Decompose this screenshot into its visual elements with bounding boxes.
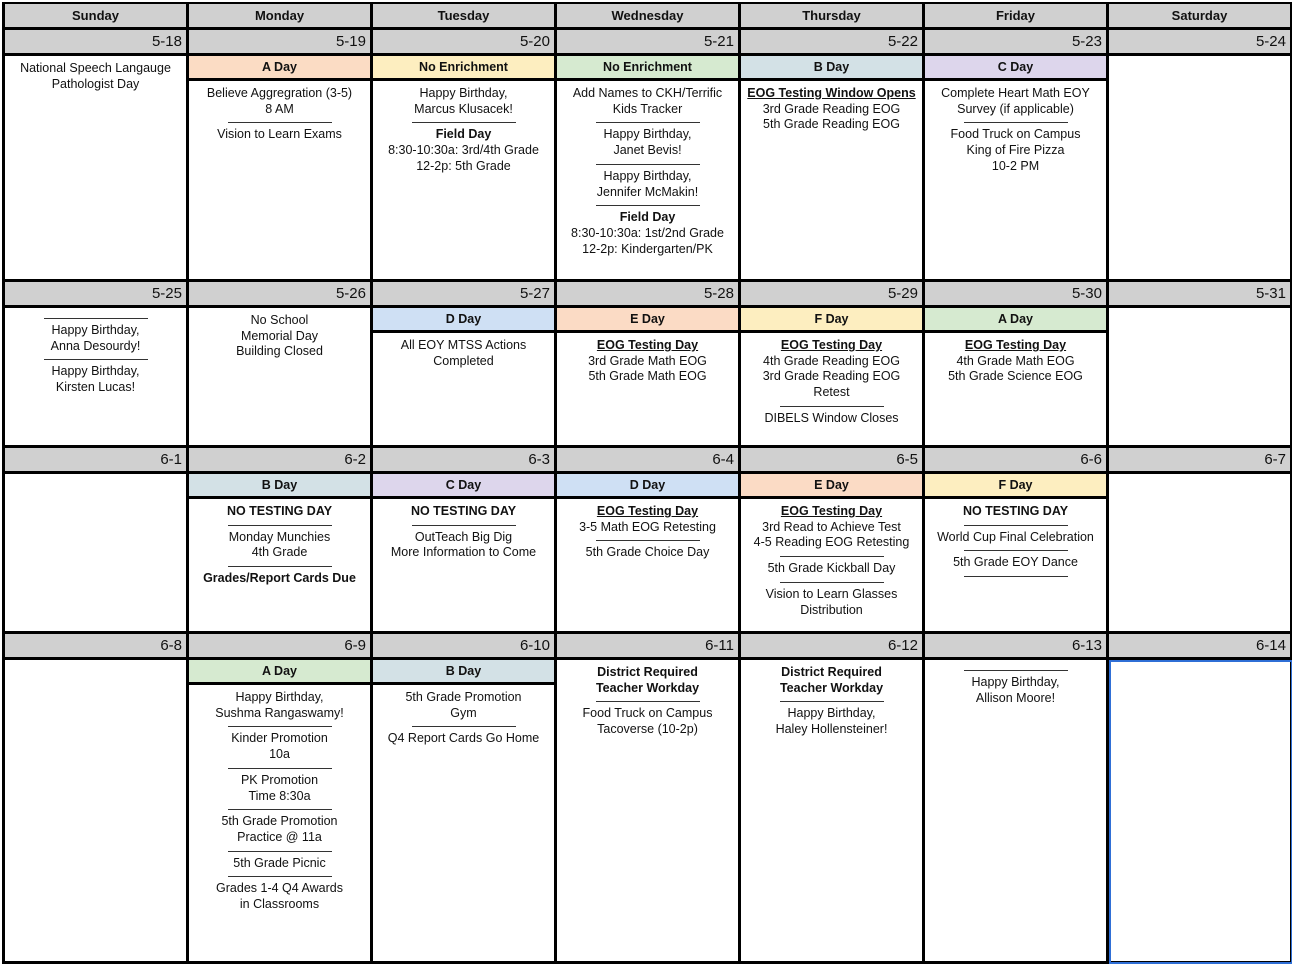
date-header[interactable]: 6-12 — [741, 634, 925, 660]
event-list — [557, 503, 738, 562]
event-text: Vision to Learn Glasses Distribution — [765, 586, 898, 617]
date-header[interactable]: 5-24 — [1109, 30, 1292, 56]
day-cell[interactable] — [189, 660, 373, 964]
event-text: OutTeach Big Dig More Information to Come — [390, 529, 537, 560]
event-list — [5, 312, 186, 397]
day-cell[interactable] — [925, 474, 1109, 634]
event-text: 8:30-10:30a: 1st/2nd Grade 12-2p: Kindergarten/PK — [571, 225, 724, 256]
event-text: No School Memorial Day Building Closed — [236, 313, 323, 359]
day-cell[interactable] — [1109, 308, 1292, 448]
event-text: 3rd Read to Achieve Test 4-5 Reading EOG Retesting — [753, 519, 910, 550]
day-type-label: C Day — [373, 474, 554, 499]
separator-line — [44, 359, 148, 360]
event-text: Happy Birthday, Sushma Rangaswamy! — [215, 690, 344, 720]
event-text: Complete Heart Math EOY Survey (if applicable) — [941, 86, 1090, 116]
event-text: EOG Testing Day — [964, 338, 1067, 352]
event-list — [925, 664, 1106, 707]
separator-line — [780, 582, 884, 583]
event-list — [5, 664, 186, 666]
event-text: 8:30-10:30a: 3rd/4th Grade 12-2p: 5th Grade — [388, 143, 539, 173]
event-list — [925, 503, 1106, 582]
event-list — [741, 337, 922, 428]
event-text: 3rd Grade Reading EOG 5th Grade Reading EOG — [762, 101, 901, 132]
event-list — [373, 503, 554, 562]
day-cell[interactable] — [5, 660, 189, 964]
date-header[interactable]: 5-29 — [741, 282, 925, 308]
event-text: 4th Grade Math EOG 5th Grade Science EOG — [948, 353, 1083, 384]
event-list — [1109, 478, 1290, 480]
day-cell[interactable] — [373, 660, 557, 964]
date-header[interactable]: 5-30 — [925, 282, 1109, 308]
day-cell[interactable] — [5, 474, 189, 634]
day-type-label: D Day — [373, 308, 554, 333]
date-header[interactable]: 5-23 — [925, 30, 1109, 56]
separator-line — [228, 876, 332, 877]
event-list — [1109, 60, 1290, 62]
event-list — [189, 503, 370, 588]
date-header[interactable]: 5-19 — [189, 30, 373, 56]
event-text: NO TESTING DAY — [962, 504, 1069, 518]
date-header[interactable]: 5-27 — [373, 282, 557, 308]
separator-line — [228, 566, 332, 567]
day-type-label: A Day — [925, 308, 1106, 333]
event-text: 3rd Grade Math EOG 5th Grade Math EOG — [588, 353, 707, 384]
event-text: Grades/Report Cards Due — [203, 571, 356, 586]
date-header[interactable]: 5-18 — [5, 30, 189, 56]
day-type-label: A Day — [189, 56, 370, 81]
separator-line — [228, 122, 332, 123]
day-cell[interactable] — [373, 56, 557, 282]
date-header[interactable]: 5-22 — [741, 30, 925, 56]
separator-line — [228, 726, 332, 727]
day-cell[interactable] — [557, 474, 741, 634]
day-of-week-header: Thursday — [741, 4, 925, 30]
event-list — [373, 85, 554, 176]
date-header[interactable]: 6-5 — [741, 448, 925, 474]
event-list — [925, 337, 1106, 386]
day-cell[interactable] — [741, 308, 925, 448]
event-text: Q4 Report Cards Go Home — [387, 731, 540, 746]
day-of-week-header: Friday — [925, 4, 1109, 30]
event-text: EOG Testing Window Opens — [747, 86, 916, 100]
day-type-label: F Day — [925, 474, 1106, 499]
day-cell[interactable] — [5, 56, 189, 282]
date-header[interactable]: 5-31 — [1109, 282, 1292, 308]
day-of-week-header: Tuesday — [373, 4, 557, 30]
event-text: Grades 1-4 Q4 Awards in Classrooms — [216, 881, 343, 912]
separator-line — [964, 670, 1068, 671]
day-cell[interactable] — [5, 308, 189, 448]
event-text: Food Truck on Campus Tacoverse (10-2p) — [582, 706, 713, 737]
date-header[interactable]: 5-28 — [557, 282, 741, 308]
calendar-grid — [2, 2, 1292, 964]
separator-line — [596, 701, 700, 702]
date-header[interactable]: 6-14 — [1109, 634, 1292, 660]
event-text: All EOY MTSS Actions Completed — [400, 338, 527, 368]
day-of-week-header: Monday — [189, 4, 373, 30]
event-list — [1109, 664, 1290, 666]
separator-line — [780, 556, 884, 557]
separator-line — [44, 318, 148, 319]
date-header[interactable]: 6-6 — [925, 448, 1109, 474]
day-cell[interactable] — [557, 308, 741, 448]
event-list — [5, 60, 186, 93]
day-cell[interactable] — [1109, 56, 1292, 282]
event-list — [925, 85, 1106, 176]
day-cell[interactable] — [189, 308, 373, 448]
date-header[interactable]: 6-11 — [557, 634, 741, 660]
event-text: World Cup Final Celebration — [937, 529, 1094, 544]
event-text: National Speech Langauge Pathologist Day — [20, 61, 171, 91]
event-list — [373, 689, 554, 748]
event-text: District Required Teacher Workday — [779, 665, 884, 695]
date-header[interactable]: 6-8 — [5, 634, 189, 660]
event-list — [557, 337, 738, 386]
separator-line — [412, 122, 516, 123]
day-cell[interactable] — [925, 56, 1109, 282]
separator-line — [412, 726, 516, 727]
event-text: Happy Birthday, Marcus Klusacek! — [414, 86, 513, 116]
event-text: Kinder Promotion 10a — [231, 731, 328, 762]
event-list — [1109, 312, 1290, 314]
separator-line — [780, 701, 884, 702]
event-list — [5, 478, 186, 480]
date-header[interactable]: 6-3 — [373, 448, 557, 474]
event-text: EOG Testing Day — [780, 504, 883, 518]
day-cell[interactable] — [189, 56, 373, 282]
event-list — [741, 664, 922, 739]
event-list — [189, 312, 370, 361]
event-text: 5th Grade Kickball Day — [767, 561, 896, 576]
day-cell[interactable] — [189, 474, 373, 634]
event-text: Field Day — [435, 127, 492, 142]
event-text: Happy Birthday, Janet Bevis! — [603, 127, 692, 158]
day-cell[interactable] — [373, 308, 557, 448]
event-text: NO TESTING DAY — [410, 504, 517, 518]
event-text: Vision to Learn Exams — [217, 127, 342, 142]
separator-line — [412, 525, 516, 526]
day-type-label: B Day — [741, 56, 922, 81]
day-cell[interactable] — [925, 660, 1109, 964]
date-header[interactable]: 5-25 — [5, 282, 189, 308]
event-text: EOG Testing Day — [780, 338, 883, 352]
event-text: 5th Grade Picnic — [233, 855, 326, 870]
day-type-label: E Day — [741, 474, 922, 499]
separator-line — [228, 768, 332, 769]
event-text: 5th Grade Promotion Gym — [405, 690, 522, 720]
separator-line — [964, 525, 1068, 526]
event-list — [189, 85, 370, 144]
event-text: 5th Grade Promotion Practice @ 11a — [221, 814, 338, 844]
event-text: Happy Birthday, Jennifer McMakin! — [596, 168, 699, 199]
separator-line — [964, 550, 1068, 551]
event-text: EOG Testing Day — [596, 504, 699, 518]
day-cell[interactable] — [1109, 660, 1292, 964]
separator-line — [228, 525, 332, 526]
day-type-label: A Day — [189, 660, 370, 685]
day-cell[interactable] — [557, 56, 741, 282]
day-type-label: C Day — [925, 56, 1106, 81]
event-text: 5th Grade Choice Day — [585, 545, 710, 560]
date-header[interactable]: 6-7 — [1109, 448, 1292, 474]
day-cell[interactable] — [373, 474, 557, 634]
separator-line — [596, 122, 700, 123]
date-header[interactable]: 6-10 — [373, 634, 557, 660]
day-type-label: No Enrichment — [373, 56, 554, 81]
event-text: 4th Grade Reading EOG 3rd Grade Reading EOG Retest — [762, 353, 901, 400]
event-text: Happy Birthday, Anna Desourdy! — [50, 323, 141, 353]
event-text: Field Day — [619, 210, 676, 225]
date-header[interactable]: 6-4 — [557, 448, 741, 474]
day-of-week-header: Saturday — [1109, 4, 1292, 30]
separator-line — [964, 122, 1068, 123]
day-type-label: B Day — [373, 660, 554, 685]
separator-line — [780, 406, 884, 407]
event-text: PK Promotion Time 8:30a — [240, 772, 319, 803]
event-text: Food Truck on Campus King of Fire Pizza 10-2 PM — [950, 127, 1081, 173]
separator-line — [596, 164, 700, 165]
event-text: NO TESTING DAY — [226, 504, 333, 518]
date-header[interactable]: 6-1 — [5, 448, 189, 474]
day-type-label: B Day — [189, 474, 370, 499]
day-of-week-header: Sunday — [5, 4, 189, 30]
day-type-label: No Enrichment — [557, 56, 738, 81]
event-list — [557, 85, 738, 258]
day-cell[interactable] — [741, 660, 925, 964]
event-text: Happy Birthday, Kirsten Lucas! — [51, 364, 140, 395]
day-type-label: E Day — [557, 308, 738, 333]
day-cell[interactable] — [741, 56, 925, 282]
date-header[interactable]: 6-9 — [189, 634, 373, 660]
event-list — [189, 689, 370, 914]
separator-line — [596, 205, 700, 206]
date-header[interactable]: 5-21 — [557, 30, 741, 56]
event-text: Believe Aggregration (3-5) 8 AM — [206, 86, 353, 116]
date-header[interactable]: 5-26 — [189, 282, 373, 308]
event-list — [373, 337, 554, 370]
day-type-label: D Day — [557, 474, 738, 499]
event-text: District Required Teacher Workday — [595, 665, 700, 695]
day-type-label: F Day — [741, 308, 922, 333]
day-cell[interactable] — [925, 308, 1109, 448]
event-list — [741, 503, 922, 619]
event-text: EOG Testing Day — [596, 338, 699, 352]
date-header[interactable]: 6-2 — [189, 448, 373, 474]
event-text: 3-5 Math EOG Retesting — [579, 519, 716, 534]
separator-line — [964, 576, 1068, 577]
event-text: DIBELS Window Closes — [764, 410, 899, 425]
event-text: Monday Munchies 4th Grade — [228, 529, 331, 560]
separator-line — [228, 809, 332, 810]
separator-line — [228, 851, 332, 852]
event-text: 5th Grade EOY Dance — [953, 555, 1078, 570]
date-header[interactable]: 6-13 — [925, 634, 1109, 660]
day-cell[interactable] — [1109, 474, 1292, 634]
date-header[interactable]: 5-20 — [373, 30, 557, 56]
separator-line — [596, 540, 700, 541]
day-cell[interactable] — [557, 660, 741, 964]
event-text: Happy Birthday, Allison Moore! — [971, 675, 1060, 705]
event-text: Add Names to CKH/Terrific Kids Tracker — [572, 86, 723, 116]
event-text: Happy Birthday, Haley Hollensteiner! — [775, 706, 888, 737]
day-cell[interactable] — [741, 474, 925, 634]
event-list — [557, 664, 738, 739]
event-list — [741, 85, 922, 134]
day-of-week-header: Wednesday — [557, 4, 741, 30]
